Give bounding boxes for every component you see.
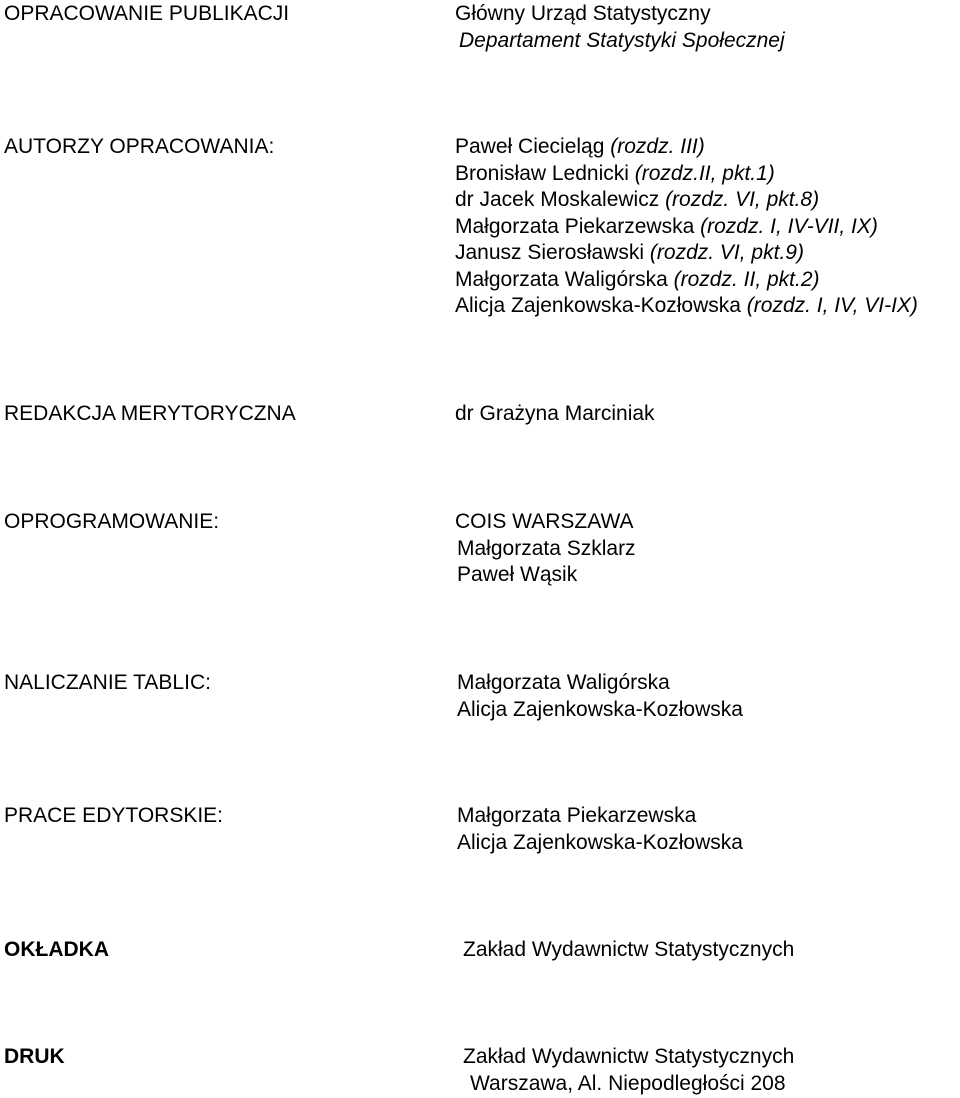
content-line [455, 562, 636, 589]
author-chapters: (rozdz. I, IV-VII, IX) [700, 214, 878, 238]
author-line [455, 161, 918, 188]
author-line [455, 267, 918, 294]
line-text: Małgorzata Piekarzewska [457, 804, 697, 827]
section-label-redakcja: REDAKCJA MERYTORYCZNA [4, 402, 296, 425]
author-name: Bronisław Lednicki [455, 161, 635, 185]
line-text: Zakład Wydawnictw Statystycznych [463, 938, 795, 961]
content-line [455, 536, 636, 563]
section-content-prace-edytorskie [457, 803, 743, 856]
section-content-naliczanie [457, 670, 743, 723]
line-text: Warszawa, Al. Niepodległości 208 [470, 1071, 786, 1095]
section-label-oprogramowanie: OPROGRAMOWANIE: [4, 510, 220, 533]
section-label-opracowanie-publikacji: OPRACOWANIE PUBLIKACJI [4, 2, 290, 25]
content-line [457, 697, 743, 724]
author-chapters: (rozdz. III) [610, 135, 705, 158]
section-content-autorzy [455, 134, 918, 320]
author-name: Alicja Zajenkowska-Kozłowska [455, 294, 747, 317]
content-line [455, 28, 785, 55]
author-name: Małgorzata Waligórska [455, 267, 674, 291]
content-line [455, 509, 636, 536]
section-label-naliczanie: NALICZANIE TABLIC: [4, 671, 211, 694]
content-line [463, 1071, 794, 1098]
author-line [455, 293, 918, 320]
content-line [455, 401, 655, 428]
author-name: Małgorzata Piekarzewska [455, 214, 701, 238]
section-content-okladka [463, 937, 794, 964]
section-content-redakcja [455, 401, 655, 428]
author-name: Janusz Sierosławski [455, 241, 650, 264]
content-line [463, 937, 794, 964]
content-line [463, 1044, 794, 1071]
author-chapters: (rozdz. VI, pkt.9) [649, 241, 804, 264]
line-text: Alicja Zajenkowska-Kozłowska [457, 697, 743, 721]
author-name: dr Jacek Moskalewicz [455, 188, 666, 211]
section-content-druk [463, 1044, 794, 1097]
author-chapters: (rozdz. II, pkt.2) [673, 267, 820, 291]
line-text: Paweł Wąsik [457, 563, 578, 586]
section-label-okladka: OKŁADKA [4, 938, 109, 961]
content-line [457, 803, 743, 830]
line-text: Zakład Wydawnictw Statystycznych [463, 1045, 795, 1068]
line-text: Małgorzata Waligórska [457, 671, 670, 694]
section-label-druk: DRUK [4, 1045, 65, 1068]
line-text: Alicja Zajenkowska-Kozłowska [457, 830, 743, 854]
content-line [457, 670, 743, 697]
line-text: Główny Urząd Statystyczny [455, 2, 711, 25]
section-content-oprogramowanie [455, 509, 636, 589]
section-label-autorzy: AUTORZY OPRACOWANIA: [4, 135, 275, 158]
line-text: COIS WARSZAWA [455, 510, 634, 533]
content-line [457, 830, 743, 857]
line-italic: Departament Statystyki Społecznej [459, 28, 785, 52]
author-line [455, 214, 918, 241]
section-content-opracowanie-publikacji [455, 1, 785, 54]
author-chapters: (rozdz. VI, pkt.8) [665, 188, 820, 211]
author-line [455, 187, 918, 214]
author-line [455, 134, 918, 161]
section-label-prace-edytorskie: PRACE EDYTORSKIE: [4, 804, 224, 827]
author-chapters: (rozdz.II, pkt.1) [634, 161, 775, 185]
author-chapters: (rozdz. I, IV, VI-IX) [746, 294, 918, 317]
line-text: dr Grażyna Marciniak [455, 402, 655, 425]
line-text: Małgorzata Szklarz [457, 536, 636, 560]
author-line [455, 240, 918, 267]
content-line [455, 1, 785, 28]
author-name: Paweł Ciecieląg [455, 135, 611, 158]
